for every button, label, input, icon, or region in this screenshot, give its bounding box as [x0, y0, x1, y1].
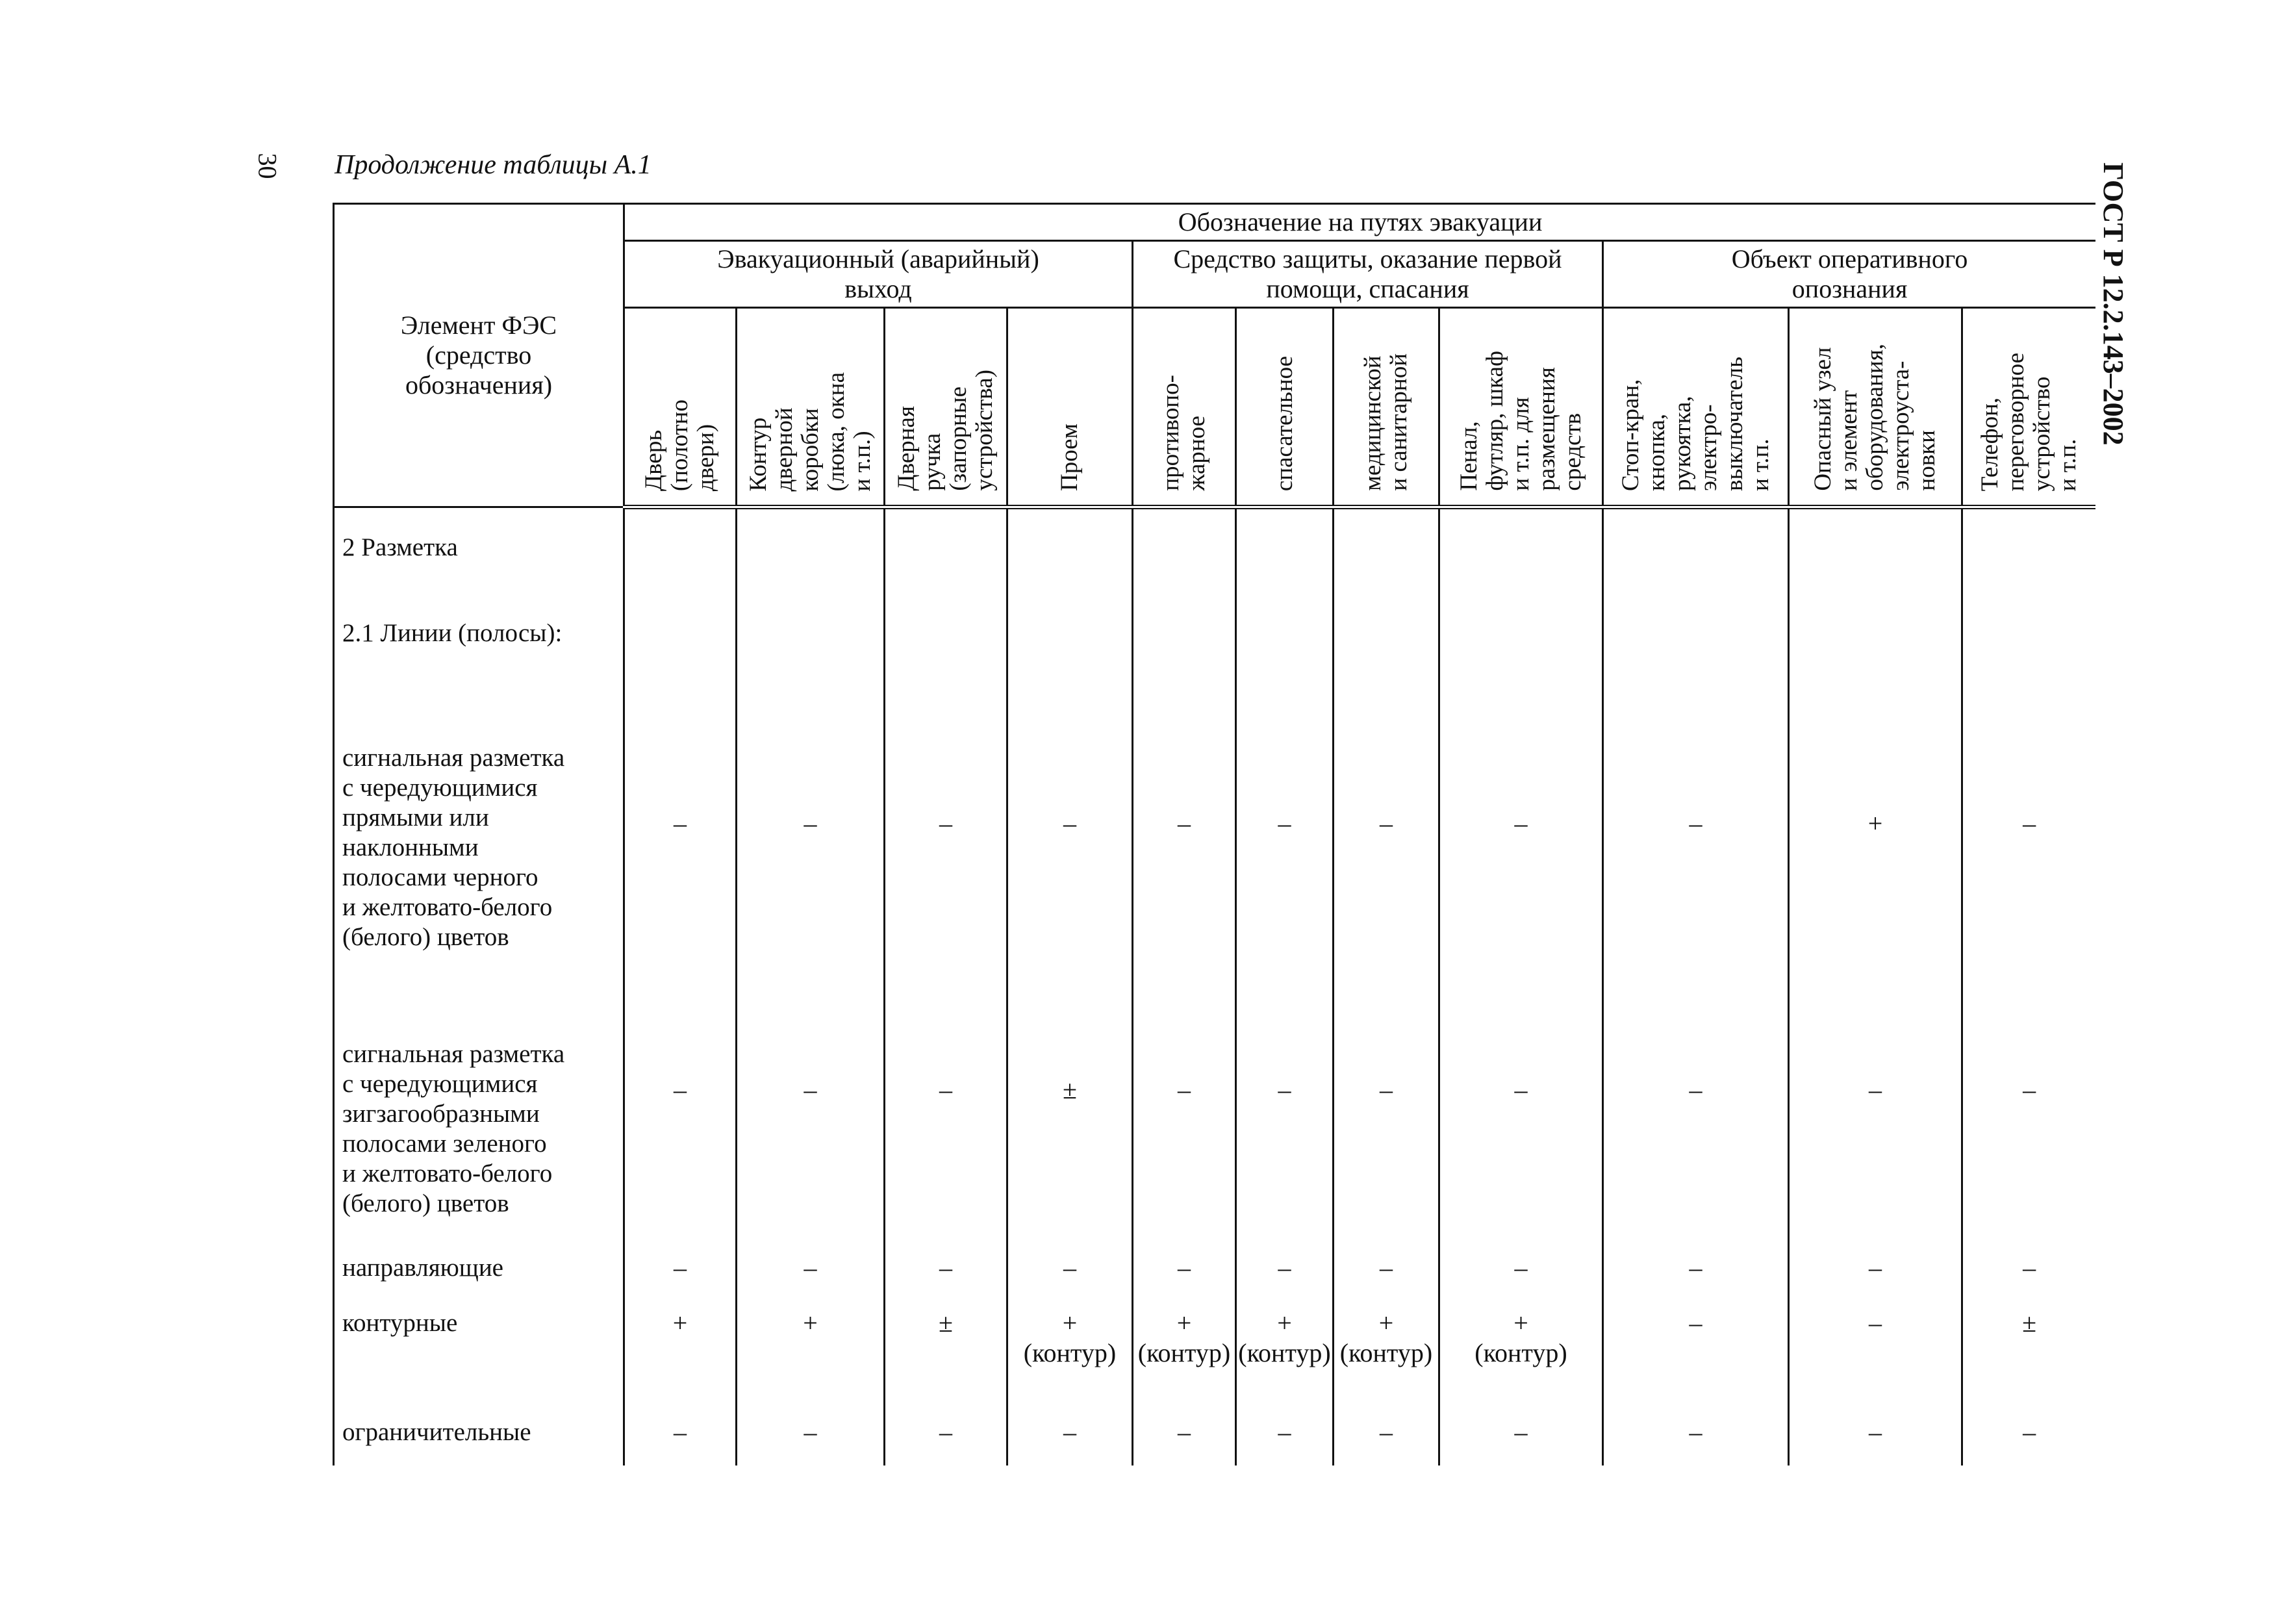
cell-mark: –	[1007, 1391, 1133, 1465]
element-column-header: Элемент ФЭС (средство обозначения)	[334, 204, 624, 507]
cell-mark: –	[737, 961, 885, 1228]
column-header-medical: медицинской и санитарной	[1334, 308, 1439, 507]
cell-mark: –	[1962, 961, 2096, 1228]
table-row	[334, 1228, 2096, 1308]
cell-mark	[1789, 507, 1962, 619]
column-header-door-frame: Контур дверной коробки (люка, окна и т.п.)	[737, 308, 885, 507]
cell-mark: –	[1334, 1391, 1439, 1465]
cell-mark: –	[1789, 961, 1962, 1228]
cell-mark: –	[1439, 961, 1603, 1228]
table-row	[334, 1308, 2096, 1391]
standard-code: ГОСТ Р 12.2.143–2002	[2097, 162, 2129, 446]
row-label: контурные	[334, 1308, 624, 1391]
cell-mark	[1789, 618, 1962, 695]
column-header-door: Дверь (полотно двери)	[624, 308, 737, 507]
cell-mark	[1133, 507, 1236, 619]
cell-mark: –	[1236, 1228, 1334, 1308]
row-label: сигнальная разметка с чередующимися зигзагообразными полосами зеленого и желтовато-белого (белого) цветов	[334, 961, 624, 1228]
cell-mark: –	[1236, 695, 1334, 961]
cell-mark	[1007, 507, 1133, 619]
cell-mark: –	[1133, 695, 1236, 961]
row-label: 2 Разметка	[334, 507, 624, 619]
cell-mark	[1133, 618, 1236, 695]
table-row	[334, 961, 2096, 1228]
cell-mark	[737, 618, 885, 695]
cell-mark: –	[1236, 1391, 1334, 1465]
table-row	[334, 1391, 2096, 1465]
cell-mark: + (контур)	[1236, 1308, 1334, 1391]
cell-mark	[737, 507, 885, 619]
evacuation-marking-header: Обозначение на путях эвакуации	[624, 204, 2096, 241]
cell-mark: –	[1334, 961, 1439, 1228]
cell-mark: –	[1962, 695, 2096, 961]
cell-mark: –	[1603, 1308, 1789, 1391]
column-header-phone: Телефон, переговорное устройство и т.п.	[1962, 308, 2096, 507]
cell-mark: + (контур)	[1439, 1308, 1603, 1391]
cell-mark: –	[1007, 695, 1133, 961]
cell-mark: –	[1007, 1228, 1133, 1308]
cell-mark: –	[1133, 1391, 1236, 1465]
cell-mark: –	[1789, 1308, 1962, 1391]
cell-mark	[1962, 618, 2096, 695]
table-row	[334, 618, 2096, 695]
cell-mark: –	[1962, 1391, 2096, 1465]
cell-mark: +	[624, 1308, 737, 1391]
cell-mark: –	[1439, 695, 1603, 961]
cell-mark	[624, 507, 737, 619]
cell-mark: –	[1603, 1391, 1789, 1465]
cell-mark: –	[1789, 1391, 1962, 1465]
cell-mark	[624, 618, 737, 695]
cell-mark: –	[885, 695, 1007, 961]
cell-mark	[1236, 507, 1334, 619]
cell-mark: ±	[1007, 961, 1133, 1228]
cell-mark	[885, 618, 1007, 695]
table-row	[334, 695, 2096, 961]
column-header-fire: противопо- жарное	[1133, 308, 1236, 507]
cell-mark: –	[885, 1391, 1007, 1465]
cell-mark	[1962, 507, 2096, 619]
cell-mark: ±	[885, 1308, 1007, 1391]
column-header-stop-button: Стоп-кран, кнопка, рукоятка, электро- выключатель и т.п.	[1603, 308, 1789, 507]
column-header-hazard-unit: Опасный узел и элемент оборудования, электроуста- новки	[1789, 308, 1962, 507]
cell-mark: +	[737, 1308, 885, 1391]
cell-mark: –	[1603, 695, 1789, 961]
row-label: направляющие	[334, 1228, 624, 1308]
column-header-rescue: спасательное	[1236, 308, 1334, 507]
row-label: 2.1 Линии (полосы):	[334, 618, 624, 695]
cell-mark	[1603, 618, 1789, 695]
cell-mark	[1603, 507, 1789, 619]
cell-mark	[1439, 507, 1603, 619]
fes-table	[333, 203, 2095, 1465]
cell-mark	[1007, 618, 1133, 695]
cell-mark: –	[624, 1391, 737, 1465]
cell-mark	[1334, 507, 1439, 619]
cell-mark	[885, 507, 1007, 619]
column-header-door-handle: Дверная ручка (запорные устройства)	[885, 308, 1007, 507]
cell-mark: –	[1334, 695, 1439, 961]
cell-mark: –	[624, 961, 737, 1228]
group-header-exit: Эвакуационный (аварийный) выход	[624, 241, 1133, 308]
cell-mark: + (контур)	[1133, 1308, 1236, 1391]
row-label: сигнальная разметка с чередующимися прямыми или наклонными полосами черного и желтовато-белого (белого) цветов	[334, 695, 624, 961]
column-header-opening: Проем	[1007, 308, 1133, 507]
cell-mark: –	[1439, 1228, 1603, 1308]
table-continuation-caption: Продолжение таблицы А.1	[335, 150, 652, 180]
cell-mark: –	[1236, 961, 1334, 1228]
cell-mark: –	[885, 1228, 1007, 1308]
cell-mark: + (контур)	[1334, 1308, 1439, 1391]
cell-mark: –	[737, 1391, 885, 1465]
cell-mark	[1236, 618, 1334, 695]
cell-mark: –	[885, 961, 1007, 1228]
cell-mark: –	[1603, 1228, 1789, 1308]
row-label: ограничительные	[334, 1391, 624, 1465]
group-header-operative: Объект оперативного опознания	[1603, 241, 2096, 308]
cell-mark: –	[1603, 961, 1789, 1228]
table-row	[334, 507, 2096, 619]
cell-mark: +	[1789, 695, 1962, 961]
cell-mark: –	[1439, 1391, 1603, 1465]
cell-mark: –	[1133, 961, 1236, 1228]
cell-mark: –	[737, 1228, 885, 1308]
cell-mark: –	[1133, 1228, 1236, 1308]
cell-mark: –	[624, 1228, 737, 1308]
table-frame	[333, 203, 2095, 1465]
cell-mark: –	[1334, 1228, 1439, 1308]
page-number: 30	[253, 153, 283, 179]
cell-mark: –	[737, 695, 885, 961]
cell-mark: –	[624, 695, 737, 961]
cell-mark: –	[1962, 1228, 2096, 1308]
group-header-protection: Средство защиты, оказание первой помощи, спасания	[1133, 241, 1603, 308]
cell-mark: –	[1789, 1228, 1962, 1308]
cell-mark	[1439, 618, 1603, 695]
cell-mark: ±	[1962, 1308, 2096, 1391]
cell-mark: + (контур)	[1007, 1308, 1133, 1391]
cell-mark	[1334, 618, 1439, 695]
column-header-case: Пенал, футляр, шкаф и т.п. для размещения средств	[1439, 308, 1603, 507]
